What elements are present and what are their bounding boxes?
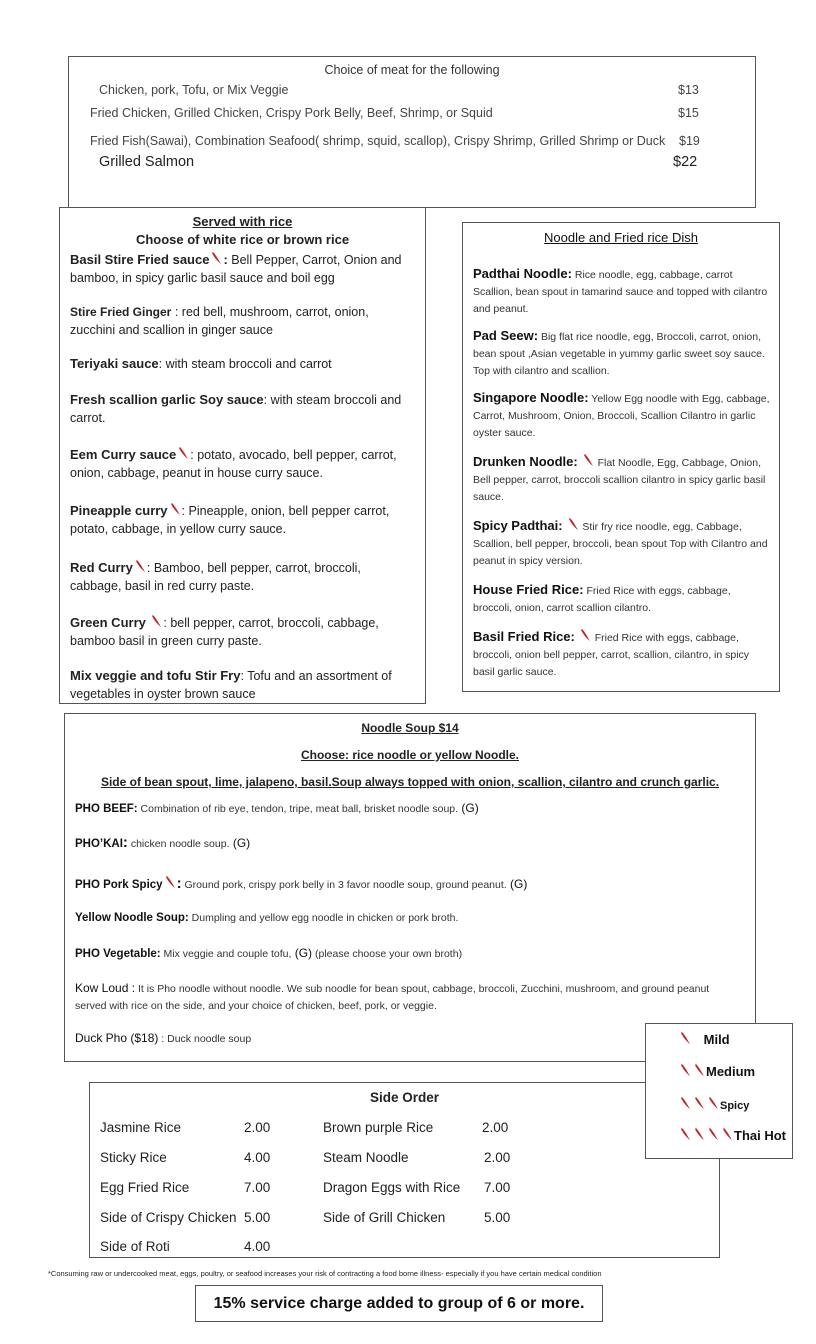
meat-row-label: Fried Fish(Sawai), Combination Seafood( shrimp, squid, scallop), Crispy Shrimp, Grilled Shrimp or Duck	[90, 134, 666, 148]
meat-row-label: Fried Chicken, Grilled Chicken, Crispy Pork Belly, Beef, Shrimp, or Squid	[90, 106, 493, 120]
meat-row-price: $22	[673, 154, 698, 170]
item-name: Stire Fried Ginger	[70, 305, 172, 319]
side-item-price: 4.00	[244, 1150, 271, 1165]
noodle-soup-box	[64, 713, 756, 1062]
item-name: Red Curry	[70, 560, 133, 575]
item-desc: Combination of rib eye, tendon, tripe, meat ball, brisket noodle soup.	[137, 803, 459, 815]
legend-label: Spicy	[720, 1100, 750, 1112]
item-name: Duck Pho ($18)	[75, 1031, 159, 1045]
chili-icon	[679, 1096, 691, 1110]
chili-icon	[707, 1096, 719, 1110]
item-name: Singapore Noodle	[473, 390, 585, 405]
item-name: Pad Seew	[473, 328, 534, 343]
item-desc: Tofu and an assortment of vegetables in oyster brown sauce	[70, 669, 392, 701]
side-item-name: Side of Grill Chicken	[323, 1210, 446, 1225]
menu-item: Mix veggie and tofu Stir Fry: Tofu and an assortment of vegetables in oyster brown sauce	[70, 668, 392, 701]
legend-label: Medium	[706, 1064, 756, 1079]
item-name: PHO Pork Spicy	[75, 879, 163, 891]
item-name: House Fried Rice:	[473, 582, 584, 597]
menu-item: Eem Curry sauce : potato, avocado, bell pepper, carrot, onion, cabbage, peanut in house curry sauce.	[70, 447, 397, 480]
gluten-tag: (G)	[229, 836, 251, 850]
noodle-section-title: Noodle and Fried rice Dish	[544, 230, 698, 245]
side-item-price: 2.00	[482, 1120, 509, 1135]
spice-level-legend	[645, 1023, 793, 1159]
item-name: Teriyaki sauce	[70, 356, 159, 371]
chili-icon	[679, 1063, 691, 1077]
legend-mild	[678, 1031, 730, 1047]
side-item-price: 5.00	[244, 1210, 271, 1225]
meat-choice-box	[68, 56, 756, 208]
side-item-name: Side of Roti	[100, 1239, 170, 1254]
side-order-box	[89, 1082, 720, 1258]
menu-item: Red Curry : Bamboo, bell pepper, carrot, broccoli, cabbage, basil in red curry paste.	[70, 560, 361, 593]
chili-icon	[579, 628, 591, 642]
item-name: Green Curry	[70, 615, 146, 630]
item-name: Drunken Noodle	[473, 454, 574, 469]
item-name: Pineapple curry	[70, 503, 168, 518]
meat-row-label: Grilled Salmon	[99, 154, 195, 170]
item-desc: red bell, mushroom, carrot, onion, zucchini and scallion in ginger sauce	[70, 305, 369, 337]
side-item-price: 7.00	[244, 1180, 271, 1195]
legend-label: Mild	[703, 1032, 730, 1047]
soup-section-title: Noodle Soup $14	[361, 721, 459, 735]
item-desc: Big flat rice noodle, egg, Broccoli, carrot, onion, bean spout ,Asian vegetable in yummy garlic sweet soy sauce. Top with cilantro and scallion.	[473, 331, 765, 377]
gluten-tag: (G)	[291, 946, 313, 960]
menu-item	[75, 910, 739, 927]
side-item-price: 4.00	[244, 1239, 271, 1254]
chili-icon	[693, 1063, 705, 1077]
chili-icon	[679, 1127, 691, 1141]
legend-medium	[678, 1063, 755, 1079]
item-name: Basil Stire Fried sauce	[70, 252, 210, 267]
meat-row-price: $15	[678, 106, 699, 120]
item-desc: Duck noodle soup	[164, 1033, 252, 1045]
side-item-name: Brown purple Rice	[323, 1120, 434, 1135]
item-name: Padthai Noodle	[473, 266, 568, 281]
item-name: PHO’KAI	[75, 838, 123, 850]
chili-icon	[164, 875, 176, 889]
legend-spicy	[678, 1096, 749, 1112]
item-desc: bell pepper, carrot, broccoli, cabbage, bamboo basil in green curry paste.	[70, 616, 379, 648]
menu-item: PHO Vegetable: Mix veggie and couple tofu, (G) (please choose your own broth)	[75, 946, 463, 960]
item-desc: Fried Rice with eggs, cabbage, broccoli, onion bell pepper, carrot, scallion, cilantro, in spicy basil garlic sauce.	[473, 632, 750, 678]
served-with-rice-box	[59, 207, 426, 704]
side-item-name: Jasmine Rice	[100, 1120, 182, 1135]
food-safety-disclaimer: *Consuming raw or undercooked meat, eggs, poultry, or seafood increases your risk of contracting a food borne illness- especially if you have certain medical condition	[48, 1269, 602, 1278]
item-name: Basil Fried Rice:	[473, 629, 575, 644]
side-item-name: Dragon Eggs with Rice	[323, 1180, 461, 1195]
gluten-tag: (G)	[458, 801, 479, 815]
menu-item: Pineapple curry : Pineapple, onion, bell pepper carrot, potato, cabbage, in yellow curry sauce.	[70, 503, 390, 536]
menu-item: Kow Loud : It is Pho noodle without noodle. We sub noodle for bean spout, cabbage, broccoli, Zucchini, mushroom, and ground peanut served with rice on the side, and your choice of chicken, beef, pork, or veggie.	[75, 981, 710, 1012]
side-item-name: Egg Fried Rice	[100, 1180, 190, 1195]
chili-icon	[707, 1127, 719, 1141]
side-item-name: Steam Noodle	[323, 1150, 409, 1165]
menu-item: PHO Pork Spicy : Ground pork, crispy pork belly in 3 favor noodle soup, ground peanut. (G)	[75, 875, 528, 892]
item-desc: chicken noodle soup.	[127, 838, 230, 850]
side-item-price: 5.00	[484, 1210, 511, 1225]
menu-item: Spicy Padthai: Stir fry rice noodle, egg, Cabbage, Scallion, bell pepper, broccoli, bean spout Top with Cilantro and peanut in spicy version.	[473, 518, 768, 567]
menu-item: Stire Fried Ginger : red bell, mushroom, carrot, onion, zucchini and scallion in ginger sauce	[70, 305, 369, 337]
legend-thai-hot	[678, 1127, 786, 1143]
menu-item	[473, 628, 771, 681]
rice-section-title: Served with rice	[192, 214, 293, 229]
chili-icon	[567, 517, 579, 531]
menu-item: Basil Stire Fried sauce : Bell Pepper, Carrot, Onion and bamboo, in spicy garlic basil sauce and boil egg	[70, 252, 402, 285]
item-name: Fresh scallion garlic Soy sauce	[70, 392, 264, 407]
meat-heading: Choice of meat for the following	[324, 63, 500, 77]
soup-side-note: Side of bean spout, lime, jalapeno, basil.Soup always topped with onion, scallion, cilantro and crunch garlic.	[100, 775, 720, 789]
menu-item: Duck Pho ($18) : Duck noodle soup	[75, 1031, 252, 1045]
legend-label: Thai Hot	[734, 1128, 786, 1143]
item-desc: Flat Noodle, Egg, Cabbage, Onion, Bell pepper, carrot, broccoli scallion cilantro in spicy garlic basil sauce.	[473, 457, 766, 503]
chili-icon	[582, 453, 594, 467]
menu-item	[473, 581, 771, 617]
side-item-name: Sticky Rice	[100, 1150, 167, 1165]
menu-item: Pad Seew: Big flat rice noodle, egg, Broccoli, carrot, onion, bean spout ,Asian vegetable in yummy garlic sweet soy sauce. Top with cilantro and scallion.	[473, 328, 765, 377]
menu-item: Green Curry : bell pepper, carrot, broccoli, cabbage, bamboo basil in green curry paste.	[70, 615, 379, 648]
side-item-price: 2.00	[484, 1150, 511, 1165]
chili-icon	[134, 559, 146, 573]
meat-row-price: $19	[679, 134, 700, 148]
item-desc: Bell Pepper, Carrot, Onion and bamboo, in spicy garlic basil sauce and boil egg	[70, 253, 402, 285]
menu-item: PHO’KAI: chicken noodle soup. (G)	[75, 834, 251, 851]
item-name: Spicy Padthai	[473, 518, 559, 533]
item-desc: with steam broccoli and carrot.	[70, 393, 402, 425]
chili-icon	[721, 1127, 733, 1141]
meat-row-price: $13	[678, 83, 699, 97]
chili-icon	[679, 1031, 691, 1045]
chili-icon	[693, 1127, 705, 1141]
item-desc: Bamboo, bell pepper, carrot, broccoli, cabbage, basil in red curry paste.	[70, 561, 361, 593]
chili-icon	[210, 251, 222, 265]
gluten-tag: (G)	[506, 877, 528, 891]
side-order-title: Side Order	[369, 1090, 440, 1105]
noodle-fried-rice-box	[462, 222, 780, 692]
chili-icon	[169, 502, 181, 516]
rice-section-subtitle: Choose of white rice or brown rice	[135, 232, 350, 247]
menu-item: Drunken Noodle: Flat Noodle, Egg, Cabbage, Onion, Bell pepper, carrot, broccoli scallion cilantro in spicy garlic basil sauce.	[473, 454, 766, 503]
item-name: Eem Curry sauce	[70, 447, 177, 462]
item-desc: Ground pork, crispy pork belly in 3 favor noodle soup, ground peanut.	[181, 879, 507, 891]
meat-row-label: Chicken, pork, Tofu, or Mix Veggie	[99, 83, 289, 97]
menu-item: Teriyaki sauce: with steam broccoli and carrot	[70, 356, 332, 371]
item-desc: Rice noodle, egg, cabbage, carrot Scallion, bean spout in tamarind sauce and topped with cilantro and peanut.	[473, 269, 768, 315]
side-item-price: 7.00	[484, 1180, 511, 1195]
menu-item: Fresh scallion garlic Soy sauce: with steam broccoli and carrot.	[70, 392, 402, 425]
service-charge-note: 15% service charge added to group of 6 or more.	[195, 1285, 603, 1322]
chili-icon	[693, 1096, 705, 1110]
menu-item: Padthai Noodle: Rice noodle, egg, cabbage, carrot Scallion, bean spout in tamarind sauce and topped with cilantro and peanut.	[473, 266, 768, 315]
menu-item: Singapore Noodle: Yellow Egg noodle with Egg, cabbage, Carrot, Mushroom, Onion, Broccoli, Scallion Cilantro in garlic oyster sauce.	[473, 390, 770, 439]
item-desc: Fried Rice with eggs, cabbage, broccoli, onion, carrot scallion cilantro.	[473, 585, 731, 614]
menu-item	[75, 800, 739, 818]
item-desc: Mix veggie and couple tofu,	[160, 948, 292, 960]
chili-icon	[150, 614, 162, 628]
item-desc: Yellow Egg noodle with Egg, cabbage, Carrot, Mushroom, Onion, Broccoli, Scallion Cilantro in garlic oyster sauce.	[473, 393, 770, 439]
side-item-name: Side of Crispy Chicken	[100, 1210, 237, 1225]
item-name: Mix veggie and tofu Stir Fry	[70, 668, 241, 683]
item-name: PHO Vegetable:	[75, 948, 161, 960]
side-item-price: 2.00	[244, 1120, 271, 1135]
item-desc: Stir fry rice noodle, egg, Cabbage, Scallion, bell pepper, broccoli, bean spout Top with Cilantro and peanut in spicy version.	[473, 521, 768, 567]
item-desc: potato, avocado, bell pepper, carrot, onion, cabbage, peanut in house curry sauce.	[70, 448, 397, 480]
soup-choose-note: Choose: rice noodle or yellow Noodle.	[300, 748, 520, 762]
item-name: PHO BEEF:	[75, 803, 138, 815]
item-name: Kow Loud	[75, 981, 129, 995]
item-desc: Pineapple, onion, bell pepper carrot, potato, cabbage, in yellow curry sauce.	[70, 504, 390, 536]
item-desc: Dumpling and yellow egg noodle in chicken or pork broth.	[188, 912, 459, 924]
item-name: Yellow Noodle Soup:	[75, 912, 189, 924]
chili-icon	[177, 446, 189, 460]
item-desc: with steam broccoli and carrot	[162, 357, 332, 371]
item-desc: It is Pho noodle without noodle. We sub noodle for bean spout, cabbage, broccoli, Zucchini, mushroom, and ground peanut served with rice on the side, and your choice of chicken, beef, pork, or veggie.	[75, 983, 710, 1012]
